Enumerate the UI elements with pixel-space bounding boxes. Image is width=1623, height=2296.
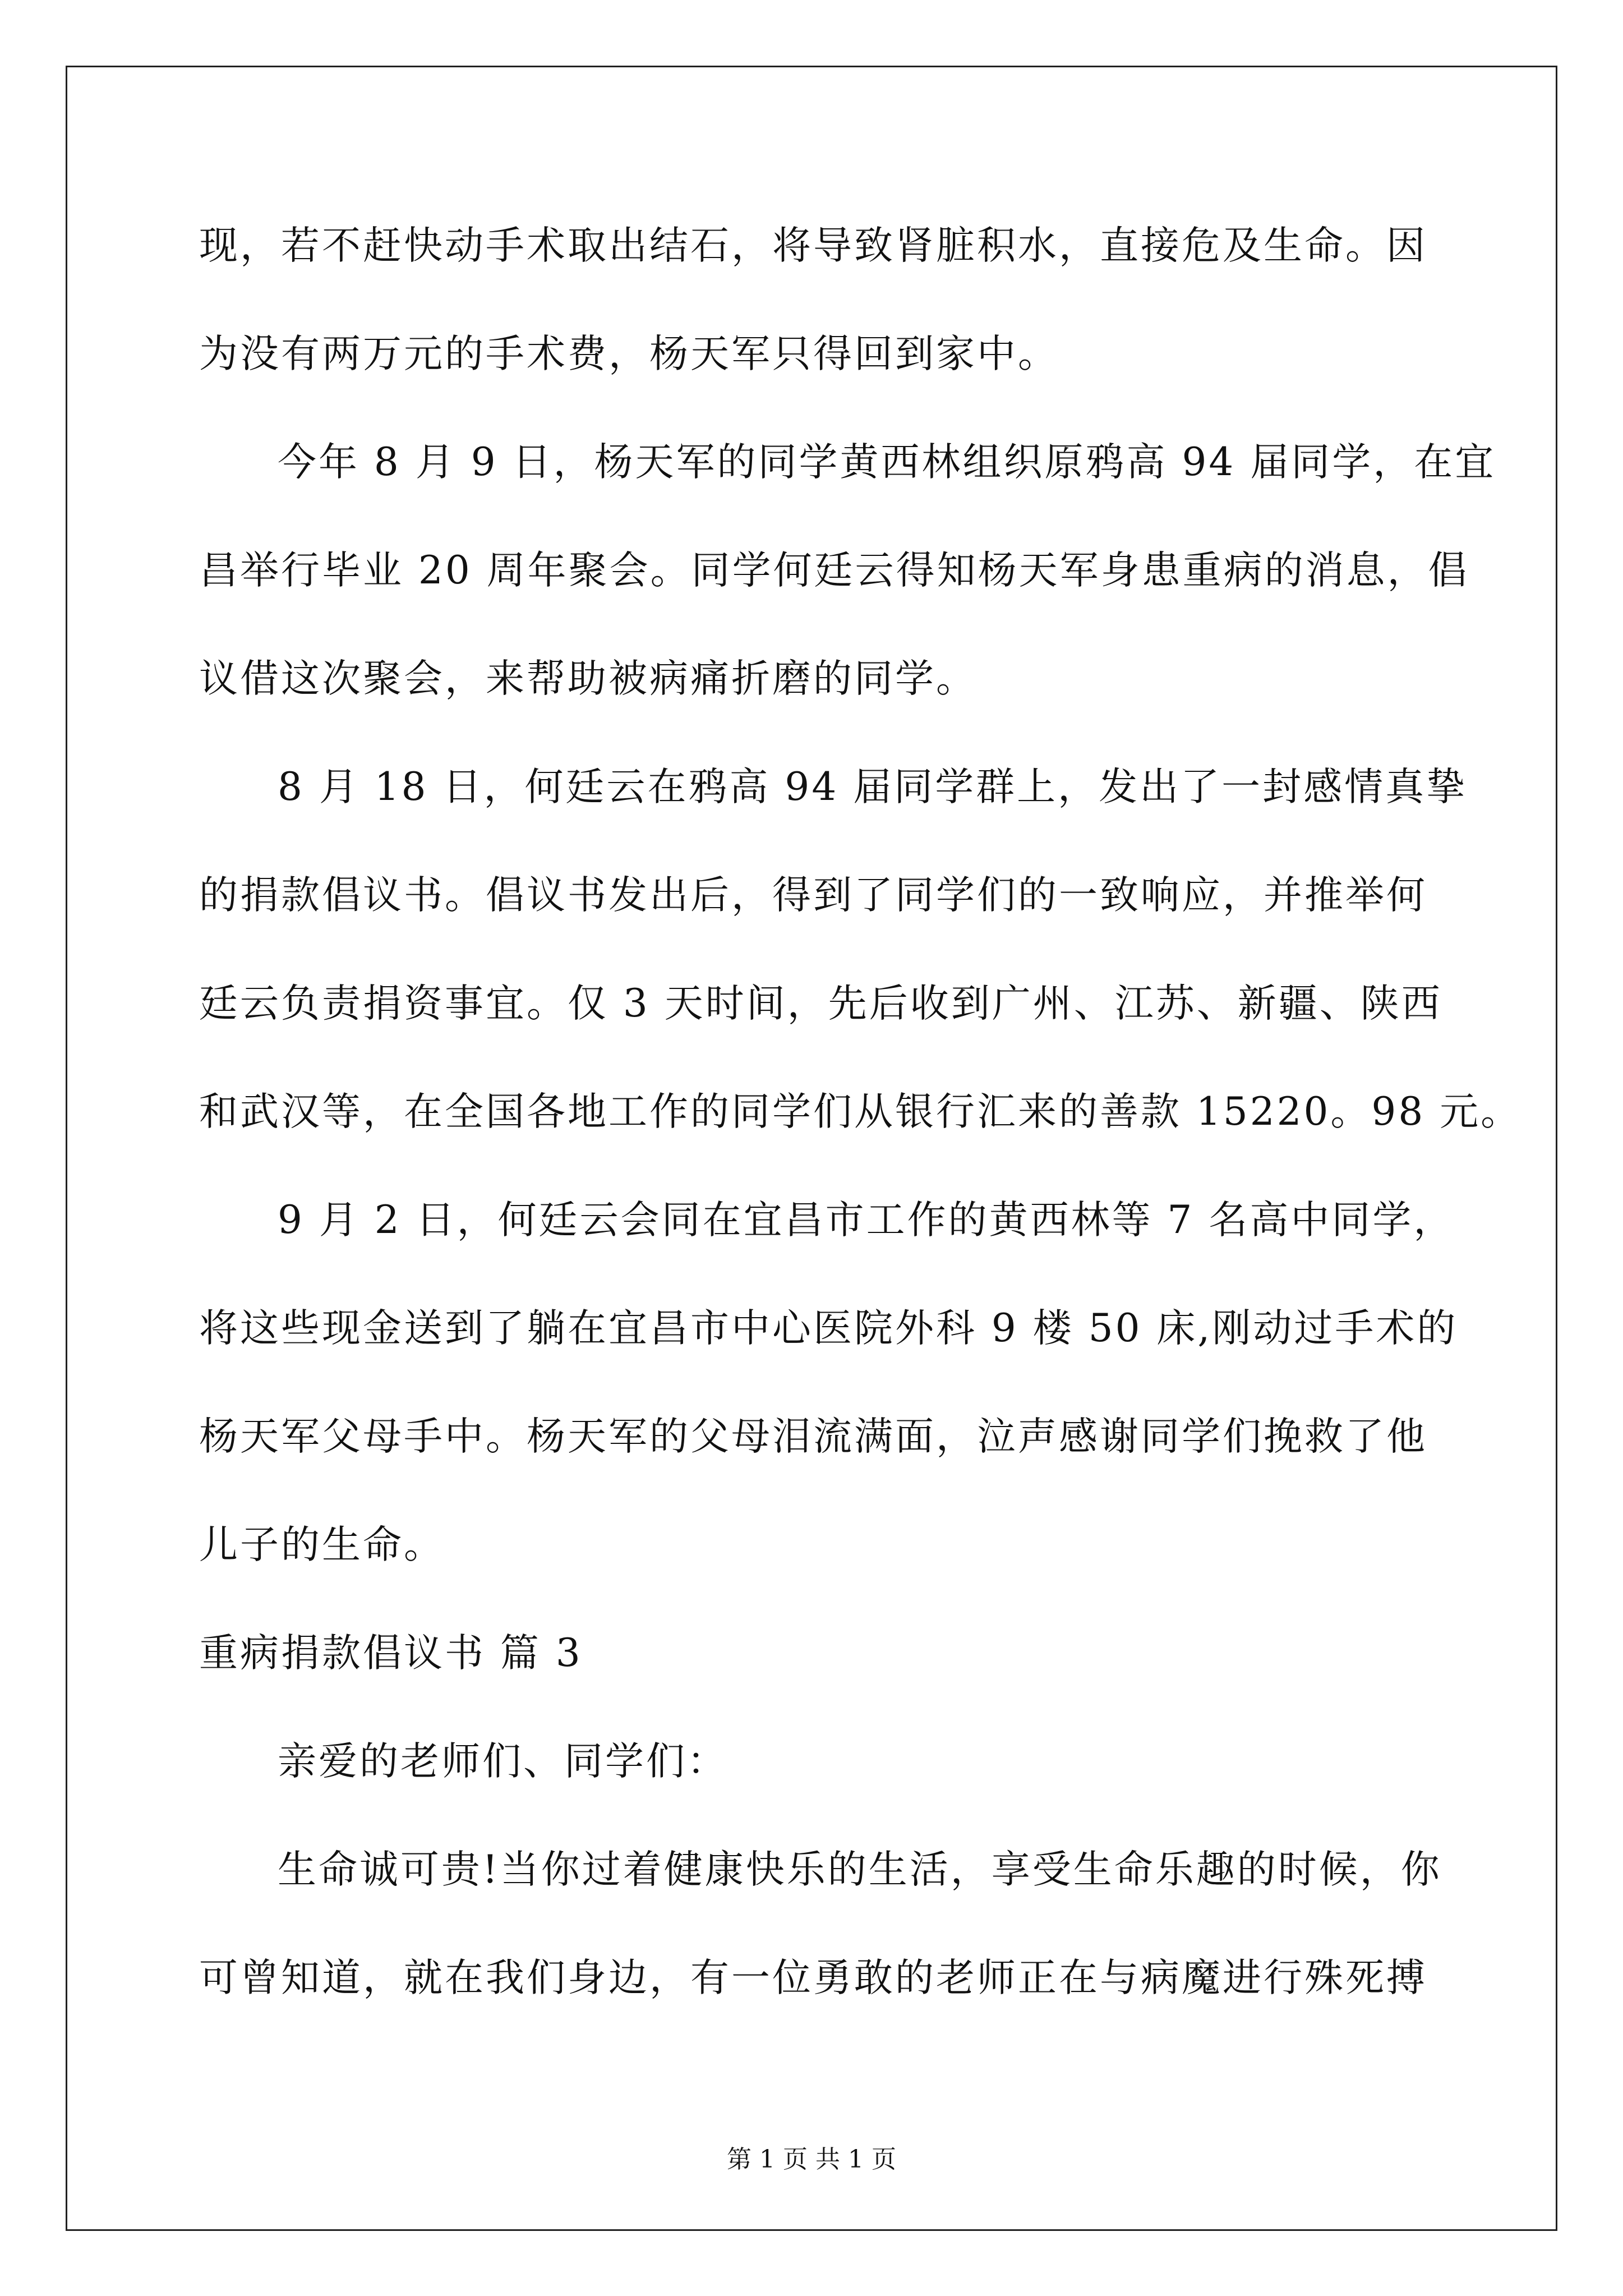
heading-text: 重病捐款倡议书 篇 3 (199, 1631, 583, 1676)
text-line: 议借这次聚会，来帮助被病痛折磨的同学。 (199, 656, 977, 701)
text-line: 儿子的生命。 (199, 1522, 445, 1567)
text-line: 生命诚可贵!当你过着健康快乐的生活，享受生命乐趣的时候，你 (278, 1847, 1442, 1892)
text-line: 和武汉等，在全国各地工作的同学们从银行汇来的善款 15220。98 元。 (199, 1089, 1522, 1134)
text-line: 廷云负责捐资事宜。仅 3 天时间，先后收到广州、江苏、新疆、陕西 (199, 981, 1442, 1026)
paragraph-1 (199, 219, 1455, 381)
paragraph-4 (199, 1193, 1458, 1572)
paragraph-5 (199, 1843, 1455, 2005)
page-footer: 第 1 页 共 1 页 (727, 2145, 896, 2174)
text-line: 可曾知道，就在我们身边，有一位勇敢的老师正在与病魔进行殊死搏 (199, 1955, 1427, 2000)
salutation (199, 1734, 1455, 1788)
text-line: 今年 8 月 9 日，杨天军的同学黄西林组织原鸦高 94 届同学，在宜 (278, 440, 1496, 485)
text-line: 的捐款倡议书。倡议书发出后，得到了同学们的一致响应，并推举何 (199, 873, 1427, 918)
text-line: 现，若不赶快动手术取出结石，将导致肾脏积水，直接危及生命。因 (199, 223, 1427, 268)
text-line: 杨天军父母手中。杨天军的父母泪流满面，泣声感谢同学们挽救了他 (199, 1414, 1427, 1459)
paragraph-3 (199, 760, 1522, 1139)
text-line: 为没有两万元的手术费，杨天军只得回到家中。 (199, 332, 1059, 376)
text-line: 8 月 18 日，何廷云在鸦高 94 届同学群上，发出了一封感情真挚 (278, 765, 1468, 809)
text-line: 昌举行毕业 20 周年聚会。同学何廷云得知杨天军身患重病的消息，倡 (199, 548, 1469, 593)
document-body (199, 219, 1522, 2005)
section-heading (199, 1626, 1455, 1680)
text-line: 9 月 2 日，何廷云会同在宜昌市工作的黄西林等 7 名高中同学， (278, 1198, 1455, 1243)
paragraph-2 (199, 435, 1496, 706)
text-line: 亲爱的老师们、同学们： (278, 1739, 728, 1784)
text-line: 将这些现金送到了躺在宜昌市中心医院外科 9 楼 50 床,刚动过手术的 (199, 1306, 1458, 1351)
